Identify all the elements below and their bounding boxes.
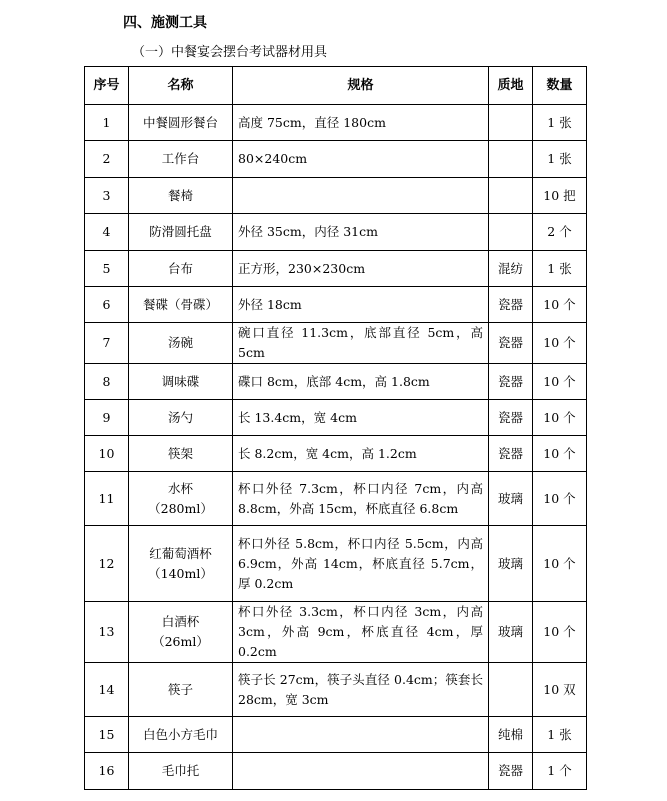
row-name: 餐椅: [129, 178, 233, 214]
row-quantity: 1 张: [533, 717, 587, 753]
table-row: [85, 251, 587, 287]
header-name: 名称: [129, 67, 233, 105]
row-quantity: 10 个: [533, 472, 587, 526]
row-name: 筷子: [129, 663, 233, 717]
row-name-cell: [129, 602, 233, 663]
row-name: 白色小方毛巾: [129, 717, 233, 753]
row-name-cell: [129, 526, 233, 602]
row-material: 瓷器: [489, 364, 533, 400]
row-no: 1: [85, 105, 129, 141]
table-row: [85, 364, 587, 400]
row-name: 红葡萄酒杯: [149, 545, 212, 561]
row-quantity: 10 把: [533, 178, 587, 214]
row-spec: [233, 178, 489, 214]
row-quantity: 2 个: [533, 214, 587, 251]
row-spec: 筷子长 27cm，筷子头直径 0.4cm；筷套长 28cm，宽 3cm: [233, 663, 489, 717]
row-no: 14: [85, 663, 129, 717]
row-quantity: 10 个: [533, 526, 587, 602]
row-name: 工作台: [129, 141, 233, 178]
row-name: 白酒杯: [161, 614, 200, 629]
section-heading: 四、施测工具: [123, 15, 207, 31]
row-no: 16: [85, 753, 129, 790]
row-material: 混纺: [489, 251, 533, 287]
row-name: 毛巾托: [129, 753, 233, 790]
row-quantity: 10 个: [533, 602, 587, 663]
row-material: [489, 141, 533, 178]
row-no: 9: [85, 400, 129, 436]
subsection-heading: （一）中餐宴会摆台考试器材用具: [132, 45, 328, 60]
row-name-capacity: （26ml）: [152, 634, 209, 649]
table-row: [85, 526, 587, 602]
table-row: [85, 436, 587, 472]
header-quantity: 数量: [533, 67, 587, 105]
row-no: 7: [85, 323, 129, 364]
row-spec: 长 13.4cm，宽 4cm: [233, 400, 489, 436]
row-name: 汤碗: [129, 323, 233, 364]
table-row: [85, 214, 587, 251]
table-row: [85, 287, 587, 323]
row-spec: 长 8.2cm，宽 4cm，高 1.2cm: [233, 436, 489, 472]
row-name: 防滑圆托盘: [129, 214, 233, 251]
row-material: 瓷器: [489, 753, 533, 790]
row-quantity: 10 个: [533, 436, 587, 472]
row-spec: 正方形，230×230cm: [233, 251, 489, 287]
row-quantity: 1 张: [533, 105, 587, 141]
row-name-capacity: （140ml）: [148, 565, 213, 581]
table-header-row: [85, 67, 587, 105]
row-no: 6: [85, 287, 129, 323]
table-row: [85, 323, 587, 364]
row-spec: 外径 35cm，内径 31cm: [233, 214, 489, 251]
row-quantity: 1 张: [533, 141, 587, 178]
row-no: 8: [85, 364, 129, 400]
row-name: 水杯: [167, 480, 193, 496]
header-no: 序号: [85, 67, 129, 105]
row-spec: 杯口外径 5.8cm，杯口内径 5.5cm，内高 6.9cm，外高 14cm，杯底直径 5.7cm，厚 0.2cm: [233, 526, 489, 602]
row-name-cell: [129, 472, 233, 526]
header-spec: 规格: [233, 67, 489, 105]
row-quantity: 1 个: [533, 753, 587, 790]
table-row: [85, 400, 587, 436]
row-material: 瓷器: [489, 287, 533, 323]
row-no: 5: [85, 251, 129, 287]
row-no: 11: [85, 472, 129, 526]
row-name: 调味碟: [129, 364, 233, 400]
table-row: [85, 178, 587, 214]
row-spec: 外径 18cm: [233, 287, 489, 323]
row-no: 12: [85, 526, 129, 602]
row-spec: [233, 717, 489, 753]
row-material: 瓷器: [489, 323, 533, 364]
row-material: [489, 663, 533, 717]
row-name: 汤勺: [129, 400, 233, 436]
row-material: [489, 178, 533, 214]
row-quantity: 10 个: [533, 323, 587, 364]
row-spec: 80×240cm: [233, 141, 489, 178]
row-spec: 高度 75cm，直径 180cm: [233, 105, 489, 141]
row-quantity: 10 个: [533, 287, 587, 323]
table-row: [85, 717, 587, 753]
row-spec: 杯口外径 3.3cm，杯口内径 3cm，内高 3cm，外高 9cm，杯底直径 4cm，厚 0.2cm: [233, 602, 489, 663]
row-name: 台布: [129, 251, 233, 287]
row-no: 4: [85, 214, 129, 251]
row-spec: 碗口直径 11.3cm，底部直径 5cm，高 5cm: [233, 323, 489, 364]
table-row: [85, 663, 587, 717]
table-row: [85, 472, 587, 526]
table-row: [85, 105, 587, 141]
row-spec: [233, 753, 489, 790]
row-name: 餐碟（骨碟）: [129, 287, 233, 323]
table-row: [85, 602, 587, 663]
row-material: 瓷器: [489, 400, 533, 436]
row-material: [489, 214, 533, 251]
row-material: 玻璃: [489, 472, 533, 526]
header-material: 质地: [489, 67, 533, 105]
row-spec: 杯口外径 7.3cm，杯口内径 7cm，内高 8.8cm，外高 15cm，杯底直径 6.8cm: [233, 472, 489, 526]
table-row: [85, 753, 587, 790]
row-name: 筷架: [129, 436, 233, 472]
row-material: 瓷器: [489, 436, 533, 472]
table-row: [85, 141, 587, 178]
row-no: 13: [85, 602, 129, 663]
row-name: 中餐圆形餐台: [129, 105, 233, 141]
row-name-capacity: （280ml）: [148, 500, 213, 516]
equipment-table: [84, 66, 587, 790]
row-no: 3: [85, 178, 129, 214]
row-quantity: 1 张: [533, 251, 587, 287]
row-quantity: 10 个: [533, 400, 587, 436]
row-material: 纯棉: [489, 717, 533, 753]
row-no: 2: [85, 141, 129, 178]
row-material: [489, 105, 533, 141]
row-no: 15: [85, 717, 129, 753]
row-material: 玻璃: [489, 526, 533, 602]
row-quantity: 10 双: [533, 663, 587, 717]
row-quantity: 10 个: [533, 364, 587, 400]
row-spec: 碟口 8cm，底部 4cm，高 1.8cm: [233, 364, 489, 400]
row-no: 10: [85, 436, 129, 472]
row-material: 玻璃: [489, 602, 533, 663]
